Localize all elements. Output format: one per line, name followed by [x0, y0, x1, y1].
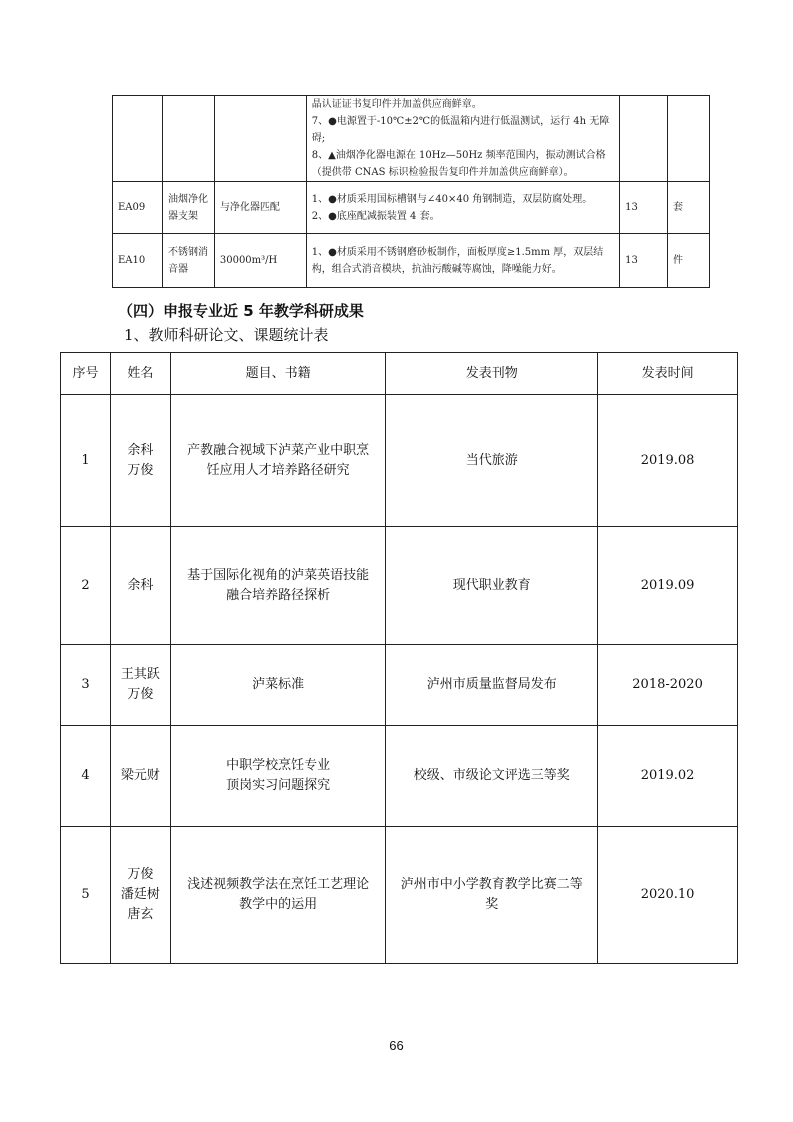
header-cell: 发表时间 — [598, 353, 738, 395]
table-row — [113, 182, 710, 234]
title-cell: 中职学校烹饪专业 顶岗实习问题探究 — [170, 726, 386, 827]
journal-cell: 现代职业教育 — [386, 527, 598, 645]
header-cell: 姓名 — [110, 353, 170, 395]
journal-cell: 校级、市级论文评选三等奖 — [386, 726, 598, 827]
spec-cell — [214, 96, 306, 182]
code-cell — [113, 96, 163, 182]
code-cell: EA09 — [113, 182, 163, 234]
unit-cell — [668, 96, 710, 182]
date-cell: 2018-2020 — [598, 645, 738, 726]
title-cell: 产教融合视域下泸菜产业中职烹饪应用人才培养路径研究 — [170, 395, 386, 527]
qty-cell: 13 — [620, 234, 668, 288]
table-row — [61, 395, 738, 527]
header-cell: 序号 — [61, 353, 111, 395]
table-row — [61, 827, 738, 964]
unit-cell: 件 — [668, 234, 710, 288]
author-cell: 梁元财 — [110, 726, 170, 827]
author-cell: 余科 万俊 — [110, 395, 170, 527]
header-cell: 题目、书籍 — [170, 353, 386, 395]
date-cell: 2019.02 — [598, 726, 738, 827]
table-row — [61, 645, 738, 726]
spec-cell: 与净化器匹配 — [214, 182, 306, 234]
author-cell: 万俊 潘廷树 唐玄 — [110, 827, 170, 964]
journal-cell: 泸州市质量监督局发布 — [386, 645, 598, 726]
number-cell: 4 — [61, 726, 111, 827]
number-cell: 5 — [61, 827, 111, 964]
subsection-title: 1、教师科研论文、课题统计表 — [124, 326, 329, 344]
equipment-table — [112, 95, 710, 288]
date-cell: 2019.08 — [598, 395, 738, 527]
desc-cell: 1、●材质采用不锈钢磨砂板制作，面板厚度≥1.5mm 厚，双层结构，组合式消音模块，抗油污酸碱等腐蚀，降噪能力好。 — [306, 234, 619, 288]
section-title: （四）申报专业近 5 年教学科研成果 — [118, 302, 364, 320]
name-cell: 不锈钢消音器 — [162, 234, 214, 288]
title-cell: 泸菜标准 — [170, 645, 386, 726]
author-cell: 王其跃 万俊 — [110, 645, 170, 726]
journal-cell: 泸州市中小学教育教学比赛二等奖 — [386, 827, 598, 964]
number-cell: 2 — [61, 527, 111, 645]
header-row — [61, 353, 738, 395]
code-cell: EA10 — [113, 234, 163, 288]
spec-cell: 30000m³/H — [214, 234, 306, 288]
table-row — [113, 96, 710, 182]
research-table — [60, 352, 738, 964]
table-row — [61, 527, 738, 645]
qty-cell: 13 — [620, 182, 668, 234]
qty-cell — [620, 96, 668, 182]
unit-cell: 套 — [668, 182, 710, 234]
title-cell: 基于国际化视角的泸菜英语技能融合培养路径探析 — [170, 527, 386, 645]
page-number: 66 — [389, 1038, 404, 1053]
name-cell: 油烟净化器支架 — [162, 182, 214, 234]
table-row — [61, 726, 738, 827]
table-row — [113, 234, 710, 288]
number-cell: 1 — [61, 395, 111, 527]
desc-cell: 晶认证证书复印件并加盖供应商鲜章。 7、●电源置于-10℃±2℃的低温箱内进行低温测试，运行 4h 无障碍; 8、▲油烟净化器电源在 10Hz—50Hz 频率范围内，振动测试合格（提供带 CNAS 标识检验报告复印件并加盖供应商鲜章）。 — [306, 96, 619, 182]
title-cell: 浅述视频教学法在烹饪工艺理论教学中的运用 — [170, 827, 386, 964]
desc-cell: 1、●材质采用国标槽钢与∠40×40 角钢制造，双层防腐处理。 2、●底座配减振装置 4 套。 — [306, 182, 619, 234]
date-cell: 2019.09 — [598, 527, 738, 645]
date-cell: 2020.10 — [598, 827, 738, 964]
header-cell: 发表刊物 — [386, 353, 598, 395]
number-cell: 3 — [61, 645, 111, 726]
author-cell: 余科 — [110, 527, 170, 645]
journal-cell: 当代旅游 — [386, 395, 598, 527]
name-cell — [162, 96, 214, 182]
